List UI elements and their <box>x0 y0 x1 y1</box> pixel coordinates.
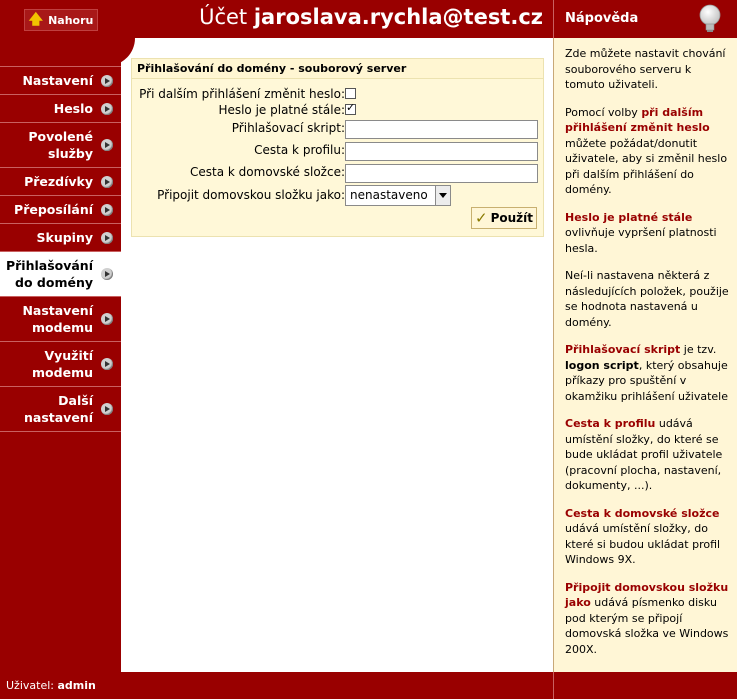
top-bar <box>0 0 553 38</box>
page-title <box>199 5 543 29</box>
domain-login-panel <box>131 58 544 237</box>
help-connect-home <box>565 580 729 658</box>
help-logon-script <box>565 342 729 404</box>
sidebar-item[interactable] <box>0 94 121 122</box>
user-info <box>6 679 96 692</box>
help-home-dir <box>565 506 729 568</box>
profile-path-input[interactable] <box>345 142 538 161</box>
sidebar-item[interactable] <box>0 341 121 386</box>
help-text: udává umístění složky, do které se bude ukládat profil uživatele (pracovní plocha, nastavení, dokumenty, ...). <box>565 417 723 492</box>
arrow-right-icon <box>101 103 113 115</box>
arrow-right-icon <box>101 358 113 370</box>
footer <box>0 672 737 699</box>
arrow-right-icon <box>101 403 113 415</box>
sidebar-item[interactable] <box>0 296 121 341</box>
help-text: udává umístění složky, do které si budou ukládat profil Windows 9X. <box>565 522 721 566</box>
sidebar-item-label: Přihlašování do domény <box>5 258 93 290</box>
account-name: jaroslava.rychla@test.cz <box>253 5 543 29</box>
arrow-right-icon <box>101 176 113 188</box>
arrow-right-icon <box>101 204 113 216</box>
sidebar-item-label: Přeposílání <box>14 202 93 217</box>
footer-divider <box>553 672 554 699</box>
sidebar-item[interactable] <box>0 195 121 223</box>
profile-path-label: Cesta k profilu: <box>254 143 345 157</box>
password-permanent-row <box>132 102 545 122</box>
connect-home-row <box>132 187 545 207</box>
help-text: , který obsahuje příkazy pro spuštění v okamžiku prihlášení uživatele <box>565 358 729 403</box>
profile-path-row <box>132 142 545 162</box>
sidebar <box>0 38 121 672</box>
main-content <box>121 38 553 672</box>
help-intro: Zde můžete nastavit chování souborového serveru k tomuto uživateli. <box>565 47 726 91</box>
up-button[interactable] <box>24 9 98 31</box>
password-permanent-checkbox[interactable] <box>345 104 356 115</box>
help-highlight: Cesta k domovské složce <box>565 506 720 520</box>
help-title: Nápověda <box>565 11 639 26</box>
help-change-password <box>565 105 729 198</box>
sidebar-item[interactable] <box>0 386 121 432</box>
change-password-label: Při dalším přihlášení změnit heslo: <box>139 87 345 101</box>
sidebar-item[interactable] <box>0 251 121 296</box>
arrow-right-icon <box>101 232 113 244</box>
checkmark-icon: ✓ <box>475 208 488 227</box>
help-highlight: Heslo je platné stále <box>565 210 693 224</box>
logon-script-input[interactable] <box>345 120 538 139</box>
arrow-right-icon <box>101 75 113 87</box>
sidebar-item-label: Nastavení <box>22 73 93 88</box>
help-text: Pomocí volby <box>565 105 642 119</box>
help-bold: logon script <box>565 358 639 372</box>
sidebar-item-label: Nastavení modemu <box>22 303 93 335</box>
lightbulb-icon <box>697 4 723 34</box>
sidebar-item-label: Využití modemu <box>32 348 93 380</box>
arrow-right-icon <box>101 313 113 325</box>
help-highlight: Cesta k profilu <box>565 417 656 430</box>
user-name: admin <box>57 679 96 692</box>
help-header <box>553 0 737 38</box>
chevron-down-icon[interactable] <box>435 186 450 205</box>
password-permanent-label: Heslo je platné stále: <box>218 103 345 117</box>
sidebar-item[interactable] <box>0 122 121 167</box>
help-highlight: Připojit domovskou složku jako <box>565 580 729 609</box>
sidebar-item-label: Přezdívky <box>24 174 93 189</box>
help-password-permanent <box>565 210 729 257</box>
up-arrow-icon: 🡅 <box>28 12 44 28</box>
sidebar-item-label: Povolené služby <box>28 129 93 161</box>
panel-title: Přihlašování do domény - souborový server <box>132 59 543 79</box>
connect-home-value: nenastaveno <box>350 188 428 202</box>
apply-button[interactable] <box>471 207 537 229</box>
sidebar-item[interactable] <box>0 66 121 94</box>
help-defaults: Neí-li nastavena některá z následujících položek, použije se hodnota nastavená u domény. <box>565 269 729 329</box>
help-highlight: při dalším přihlášení změnit heslo <box>565 105 710 134</box>
sidebar-item[interactable] <box>0 223 121 251</box>
up-button-label: Nahoru <box>48 13 94 27</box>
help-profile-path <box>565 416 729 494</box>
logon-script-label: Přihlašovací skript: <box>231 121 345 135</box>
help-text: můžete požádat/donutit uživatele, aby si změnil heslo při dalším přihlášení do domény. <box>565 136 728 196</box>
home-dir-label: Cesta k domovské složce: <box>190 165 345 179</box>
sidebar-item-label: Skupiny <box>36 230 93 245</box>
apply-button-label: Použít <box>490 211 533 225</box>
help-highlight: Přihlašovací skript <box>565 343 681 356</box>
connect-home-label: Připojit domovskou složku jako: <box>157 188 345 202</box>
arrow-right-icon <box>101 139 113 151</box>
change-password-checkbox[interactable] <box>345 88 356 99</box>
sidebar-item[interactable] <box>0 167 121 195</box>
help-text: je tzv. <box>680 343 717 356</box>
help-panel <box>553 38 737 672</box>
help-text: udává písmenko disku pod kterým se připojí domovská složka ve Windows 200X. <box>565 596 729 656</box>
title-prefix: Účet <box>199 5 248 29</box>
home-dir-row <box>132 164 545 184</box>
connect-home-select[interactable] <box>345 185 451 206</box>
help-text: ovlivňuje vypršení platnosti hesla. <box>565 226 717 255</box>
sidebar-item-label: Heslo <box>53 101 93 116</box>
home-dir-input[interactable] <box>345 164 538 183</box>
user-label: Uživatel: <box>6 679 54 692</box>
sidebar-menu <box>0 66 121 432</box>
logon-script-row <box>132 120 545 140</box>
arrow-right-icon <box>101 268 113 280</box>
sidebar-item-label: Další nastavení <box>24 393 93 425</box>
